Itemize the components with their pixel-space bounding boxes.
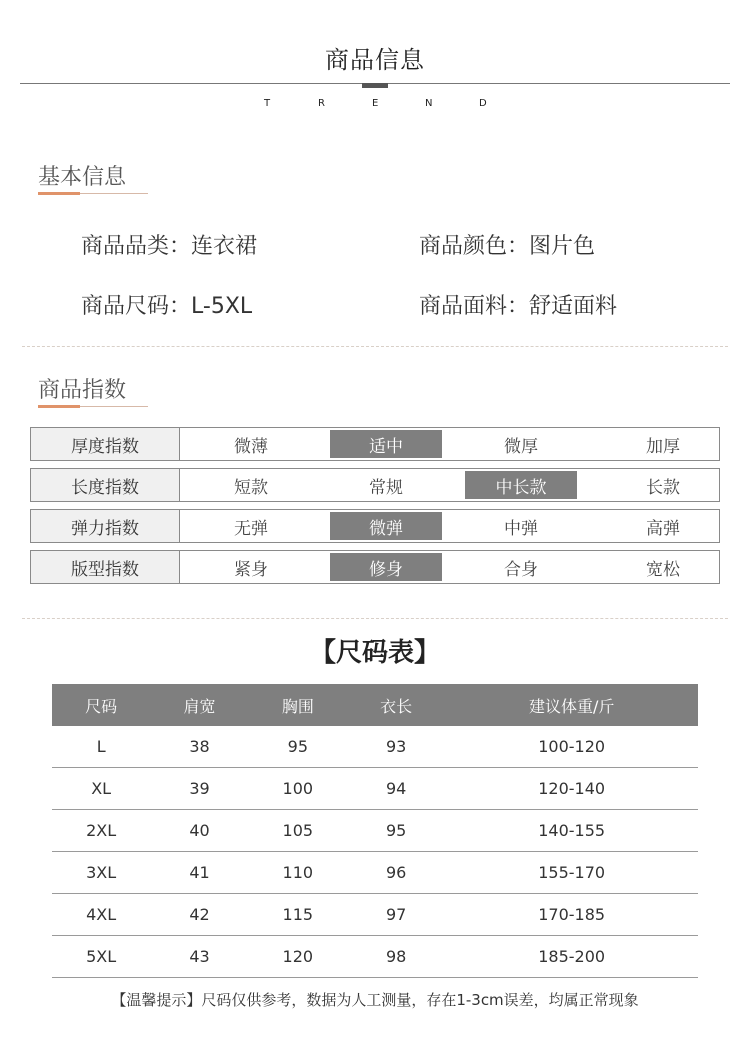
table-cell: 115 xyxy=(249,894,347,936)
table-row xyxy=(52,852,698,894)
size-table-header: 尺码 xyxy=(52,684,150,726)
index-option: 紧身 xyxy=(234,559,268,580)
index-row-length xyxy=(30,468,720,502)
trend-letter: R xyxy=(318,98,325,109)
table-cell: 100-120 xyxy=(445,726,698,768)
size-table-title: 【尺码表】 xyxy=(309,638,440,668)
index-option: 微薄 xyxy=(234,436,268,457)
info-field-category xyxy=(81,229,257,260)
table-cell: 38 xyxy=(150,726,248,768)
index-row-fit xyxy=(30,550,720,584)
dashed-divider xyxy=(22,346,728,347)
table-cell: 140-155 xyxy=(445,810,698,852)
index-option: 微弹 xyxy=(330,512,442,540)
table-cell: 41 xyxy=(150,852,248,894)
table-cell: 94 xyxy=(347,768,445,810)
table-cell: 93 xyxy=(347,726,445,768)
info-label: 商品尺码： xyxy=(81,294,192,319)
index-option: 长款 xyxy=(646,477,680,498)
trend-letter: N xyxy=(425,98,433,109)
trend-letter: T xyxy=(264,98,271,109)
index-row-label: 长度指数 xyxy=(31,469,180,501)
table-row xyxy=(52,894,698,936)
size-table-header: 肩宽 xyxy=(150,684,248,726)
info-label: 商品面料： xyxy=(419,294,530,319)
table-cell: 3XL xyxy=(52,852,150,894)
info-value: 图片色 xyxy=(529,234,596,259)
table-cell: XL xyxy=(52,768,150,810)
index-row-label: 弹力指数 xyxy=(31,510,180,542)
section-underline-accent xyxy=(38,405,80,408)
table-cell: 4XL xyxy=(52,894,150,936)
index-option: 中长款 xyxy=(465,471,577,499)
table-cell: 105 xyxy=(249,810,347,852)
table-cell: 42 xyxy=(150,894,248,936)
index-row-elasticity xyxy=(30,509,720,543)
size-note: 【温馨提示】尺码仅供参考，数据为人工测量，存在1-3cm误差，均属正常现象 xyxy=(111,991,639,1009)
info-value: 舒适面料 xyxy=(529,294,618,319)
table-cell: 43 xyxy=(150,936,248,978)
table-cell: 170-185 xyxy=(445,894,698,936)
info-field-size xyxy=(81,289,252,320)
table-cell: 2XL xyxy=(52,810,150,852)
index-option: 无弹 xyxy=(234,518,268,539)
index-option: 中弹 xyxy=(504,518,538,539)
table-cell: 5XL xyxy=(52,936,150,978)
size-table-header: 胸围 xyxy=(249,684,347,726)
table-row xyxy=(52,726,698,768)
info-value: 连衣裙 xyxy=(191,234,258,259)
table-cell: 96 xyxy=(347,852,445,894)
table-cell: 98 xyxy=(347,936,445,978)
info-field-fabric xyxy=(419,289,617,320)
section-underline-accent xyxy=(38,192,80,195)
table-cell: L xyxy=(52,726,150,768)
table-cell: 120-140 xyxy=(445,768,698,810)
index-option: 适中 xyxy=(330,430,442,458)
trend-letter: D xyxy=(479,98,487,109)
info-value: L-5XL xyxy=(191,294,253,319)
dashed-divider xyxy=(22,618,728,619)
index-option: 宽松 xyxy=(646,559,680,580)
index-row-label: 版型指数 xyxy=(31,551,180,583)
index-option: 微厚 xyxy=(504,436,538,457)
size-table-header-row xyxy=(52,684,698,726)
index-option: 加厚 xyxy=(646,436,680,457)
title-divider-mark xyxy=(362,83,388,88)
page-title: 商品信息 xyxy=(325,46,425,74)
table-cell: 95 xyxy=(347,810,445,852)
index-option: 常规 xyxy=(369,477,403,498)
info-label: 商品品类： xyxy=(81,234,192,259)
index-option: 短款 xyxy=(234,477,268,498)
table-cell: 95 xyxy=(249,726,347,768)
size-table xyxy=(52,684,698,978)
table-cell: 97 xyxy=(347,894,445,936)
basic-info-heading: 基本信息 xyxy=(38,165,127,190)
table-row xyxy=(52,810,698,852)
size-table-header: 衣长 xyxy=(347,684,445,726)
info-field-color xyxy=(419,229,595,260)
table-cell: 155-170 xyxy=(445,852,698,894)
info-label: 商品颜色： xyxy=(419,234,530,259)
index-row-label: 厚度指数 xyxy=(31,428,180,460)
index-option: 高弹 xyxy=(646,518,680,539)
table-cell: 185-200 xyxy=(445,936,698,978)
table-row xyxy=(52,768,698,810)
table-cell: 40 xyxy=(150,810,248,852)
table-cell: 110 xyxy=(249,852,347,894)
index-option: 合身 xyxy=(504,559,538,580)
table-cell: 100 xyxy=(249,768,347,810)
size-table-header: 建议体重/斤 xyxy=(445,684,698,726)
index-option: 修身 xyxy=(330,553,442,581)
index-row-thickness xyxy=(30,427,720,461)
table-cell: 39 xyxy=(150,768,248,810)
trend-letter: E xyxy=(372,98,379,109)
product-index-heading: 商品指数 xyxy=(38,378,127,403)
table-row xyxy=(52,936,698,978)
table-cell: 120 xyxy=(249,936,347,978)
